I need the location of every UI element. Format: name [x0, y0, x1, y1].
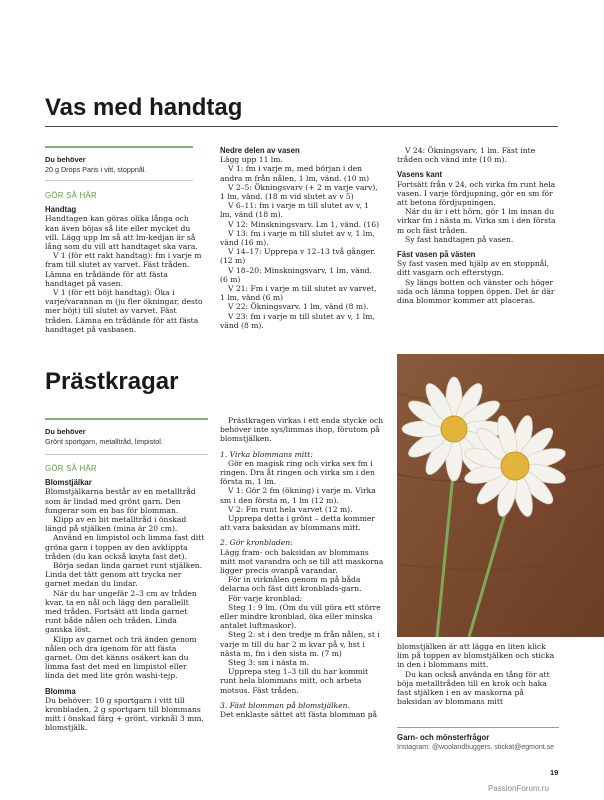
- paragraph: Sy fast vasen med hjälp av en stoppnål, ditt vasgarn och efterstygn.: [397, 259, 550, 278]
- box-divider: [45, 454, 208, 455]
- vas-title: Vas med handtag: [45, 94, 243, 121]
- paragraph: Blomstjälkarna består av en metalltråd som är lindad med grönt garn. Den fungerar som en bas för blomman.: [45, 487, 196, 515]
- paragraph: Steg 1: 9 lm. (Om du vill göra ett större eller mindre kronblad, öka eller minska antalet luftmaskor).: [220, 602, 381, 631]
- paragraph: V 6–11: fm i varje m till slutet av v, 1 lm, vänd (18 m).: [220, 201, 370, 220]
- paragraph: V 22: Ökningsvarv. 1 lm, vänd (8 m).: [228, 302, 369, 312]
- fast-vasen-heading: Fäst vasen på västen: [397, 250, 476, 260]
- paragraph: Klipp av en bit metalltråd i önskad längd på stjälken (mina är 20 cm).: [45, 515, 187, 534]
- paragraph: Börja sedan linda garnet runt stjälken. Linda det tätt genom att trycka ner garnet medan du lindar.: [45, 561, 203, 589]
- handtag-heading: Handtag: [45, 205, 77, 215]
- paragraph: Du behöver: 10 g sportgarn i vitt till kronbladen, 2 g sportgarn till blommans mitt i önskad färg + grönt, virknål 3 mm, blomstjälk.: [45, 695, 204, 733]
- paragraph: V 14–17: Upprepa v 12–13 två gånger. (12 m): [220, 247, 376, 266]
- paragraph: V 1 (för ett rakt handtag): fm i varje m fram till slutet av varvet. Fäst tråden. Lämna en trådände för att fästa handtaget på vasen.: [45, 251, 202, 288]
- paragraph: blomstjälken är att lägga en liten klick lim på toppen av blomstjälken och sticka in den i blommans mitt.: [397, 642, 555, 670]
- page-number: 19: [550, 768, 559, 777]
- garn-heading: Garn- och mönsterfrågor: [397, 733, 490, 742]
- prast-column-2: [220, 416, 384, 719]
- title-rule: [45, 126, 558, 127]
- paragraph: För varje kronblad:: [228, 593, 303, 603]
- paragraph: V 1 (för ett böjt handtag): Öka i varje/varannan m (ju fler ökningar, desto mer böjt) till slutet av varvet. Fäst tråden. Lämna en trådände för att fästa handtaget på vasbasen.: [45, 288, 203, 334]
- paragraph: Upprepa steg 1–3 till du har kommit runt hela blommans mitt, och arbeta motsus. Fäst tråden.: [220, 667, 369, 695]
- paragraph: När du är i ett hörn, gör 1 lm innan du virkar fm i nästa m. Virka sm i den första m och fäst tråden.: [397, 207, 556, 235]
- materials-text: 20 g Drops Paris i vitt, stoppnål.: [45, 165, 147, 174]
- vas-column-3: [397, 146, 559, 305]
- paragraph: Du kan också använda en tång för att böja metalltråden till en krok och haka fast stjälken i en av maskorna på baksidan av blommans mitt: [397, 669, 550, 707]
- kant-heading: Vasens kant: [397, 170, 443, 180]
- paragraph: V 13: fm i varje m till slutet av v, 1 lm, vänd (16 m).: [220, 228, 375, 248]
- paragraph: När du har ungefär 2–3 cm av tråden kvar, ta en nål och lägg den parallellt med tråden. Fortsätt att linda garnet runt både nålen och tråden. Linda ganska löst.: [45, 588, 197, 635]
- gor-sa-har-heading: GÖR SÅ HÄR: [45, 464, 97, 473]
- paragraph: Använd en limpistol och limma fast ditt gröna garn i toppen av den avklippta tråden (du kan också knyta fast det).: [45, 533, 205, 561]
- prast-column-3: [397, 642, 559, 706]
- mitt-heading: 1. Virka blommans mitt:: [220, 449, 313, 459]
- paragraph: Det enklaste sättet att fästa blomman på: [220, 710, 378, 720]
- paragraph: Gör en magisk ring och virka sex fm i ringen. Dra åt ringen och virka sm i den första m, 1 lm.: [220, 458, 375, 487]
- paragraph: Steg 2: st i den tredje m från nålen, st i varje m till du har 2 m kvar på v, hst i nästa m, fm i den sista m. (7 m): [220, 630, 380, 658]
- paragraph: Sy fast handtagen på vasen.: [405, 234, 514, 244]
- materials-heading: Du behöver: [45, 155, 86, 164]
- prast-title: Prästkragar: [45, 368, 179, 395]
- paragraph: Upprepa detta i grönt – detta kommer att vara baksidan av blommans mitt.: [220, 514, 376, 533]
- daisy-photo: [397, 354, 604, 637]
- paragraph: Klipp av garnet och trä änden genom nålen och dra igenom för att fästa garnet. Om det känns osäkert kan du limma fast det med en limpistol eller linda det med lite grön washi-tejp.: [45, 634, 197, 681]
- vas-column-1: [45, 191, 203, 334]
- paragraph: Fortsätt från v 24, och virka fm runt hela vasen. I varje fördjupning, gör en sm för att betona fördjupningen.: [397, 179, 556, 208]
- materials-heading: Du behöver: [45, 427, 86, 436]
- paragraph: V 12: Minskningsvarv. Lm 1, vänd. (16): [228, 219, 380, 229]
- paragraph: V 2: Fm runt hela varvet (12 m).: [228, 504, 353, 514]
- paragraph: Lägg upp 11 lm.: [220, 155, 283, 165]
- kron-heading: 2. Gör kronbladen:: [220, 538, 293, 548]
- fast-blomma-heading: 3. Fäst blomman på blomstjälken.: [220, 700, 350, 710]
- paragraph: V 18–20: Minskningsvarv, 1 lm, vänd. (6 m): [220, 265, 372, 284]
- instagram-credit: Instagram: @woolandbuggers, stickat@egmont.se: [397, 744, 555, 751]
- vas-materials-box: [45, 146, 193, 182]
- paragraph: V 1: fm i varje m, med början i den andra m från nålen, 1 lm, vänd. (10 m): [220, 164, 370, 183]
- prast-column-1: [45, 464, 205, 733]
- nedre-heading: Nedre delen av vasen: [220, 146, 300, 155]
- paragraph: Lägg fram- och baksidan av blommans mitt mot varandra och se till att maskorna ligger precis ovanpå varandar.: [220, 547, 384, 576]
- paragraph: V 24: Ökningsvarv, 1 lm. Fäst inte tråden och vänd inte (10 m).: [397, 146, 536, 165]
- prast-materials-box: [45, 418, 208, 456]
- garn-divider: [397, 727, 559, 728]
- paragraph: Sy längs botten och vänster och höger sida och lämna toppen öppen. Det är där dina blommor kommer att placeras.: [397, 277, 555, 306]
- paragraph: V 1: Gör 2 fm (ökning) i varje m. Virka sm i den första m, 1 lm (12 m).: [220, 486, 376, 505]
- box-divider: [45, 180, 193, 181]
- paragraph: För in virknålen genom m på båda delarna och fäst ditt kronblads-garn.: [220, 575, 362, 594]
- vas-column-2: [220, 146, 382, 330]
- watermark: PassionForum.ru: [488, 784, 549, 793]
- paragraph: Prästkragen virkas i ett enda stycke och behöver inte sys/limmas ihop, förutom på blomstjälken.: [220, 416, 384, 444]
- paragraph: V 2–5: Ökningsvarv (+ 2 m varje varv), 1 lm, vänd. (18 m vid slutet av v 5): [220, 182, 378, 202]
- blomstjalkar-heading: Blomstjälkar: [45, 478, 92, 488]
- gor-sa-har-heading: GÖR SÅ HÄR: [45, 191, 97, 200]
- paragraph: V 23: fm i varje m till slutet av v, 1 lm, vänd (8 m).: [220, 311, 375, 330]
- blomma-heading: Blomma: [45, 686, 76, 696]
- paragraph: Handtagen kan göras olika långa och kan även böjas så lite eller mycket du vill. Lägg upp lm så att lm-kedjan är så lång som du vill att handtaget ska vara.: [45, 214, 198, 252]
- materials-text: Grönt sportgarn, metalltråd, limpistol.: [45, 437, 163, 446]
- paragraph: V 21: Fm i varje m till slutet av varvet, 1 lm, vänd (6 m): [220, 284, 377, 303]
- paragraph: Steg 3: sm i nästa m.: [228, 658, 310, 668]
